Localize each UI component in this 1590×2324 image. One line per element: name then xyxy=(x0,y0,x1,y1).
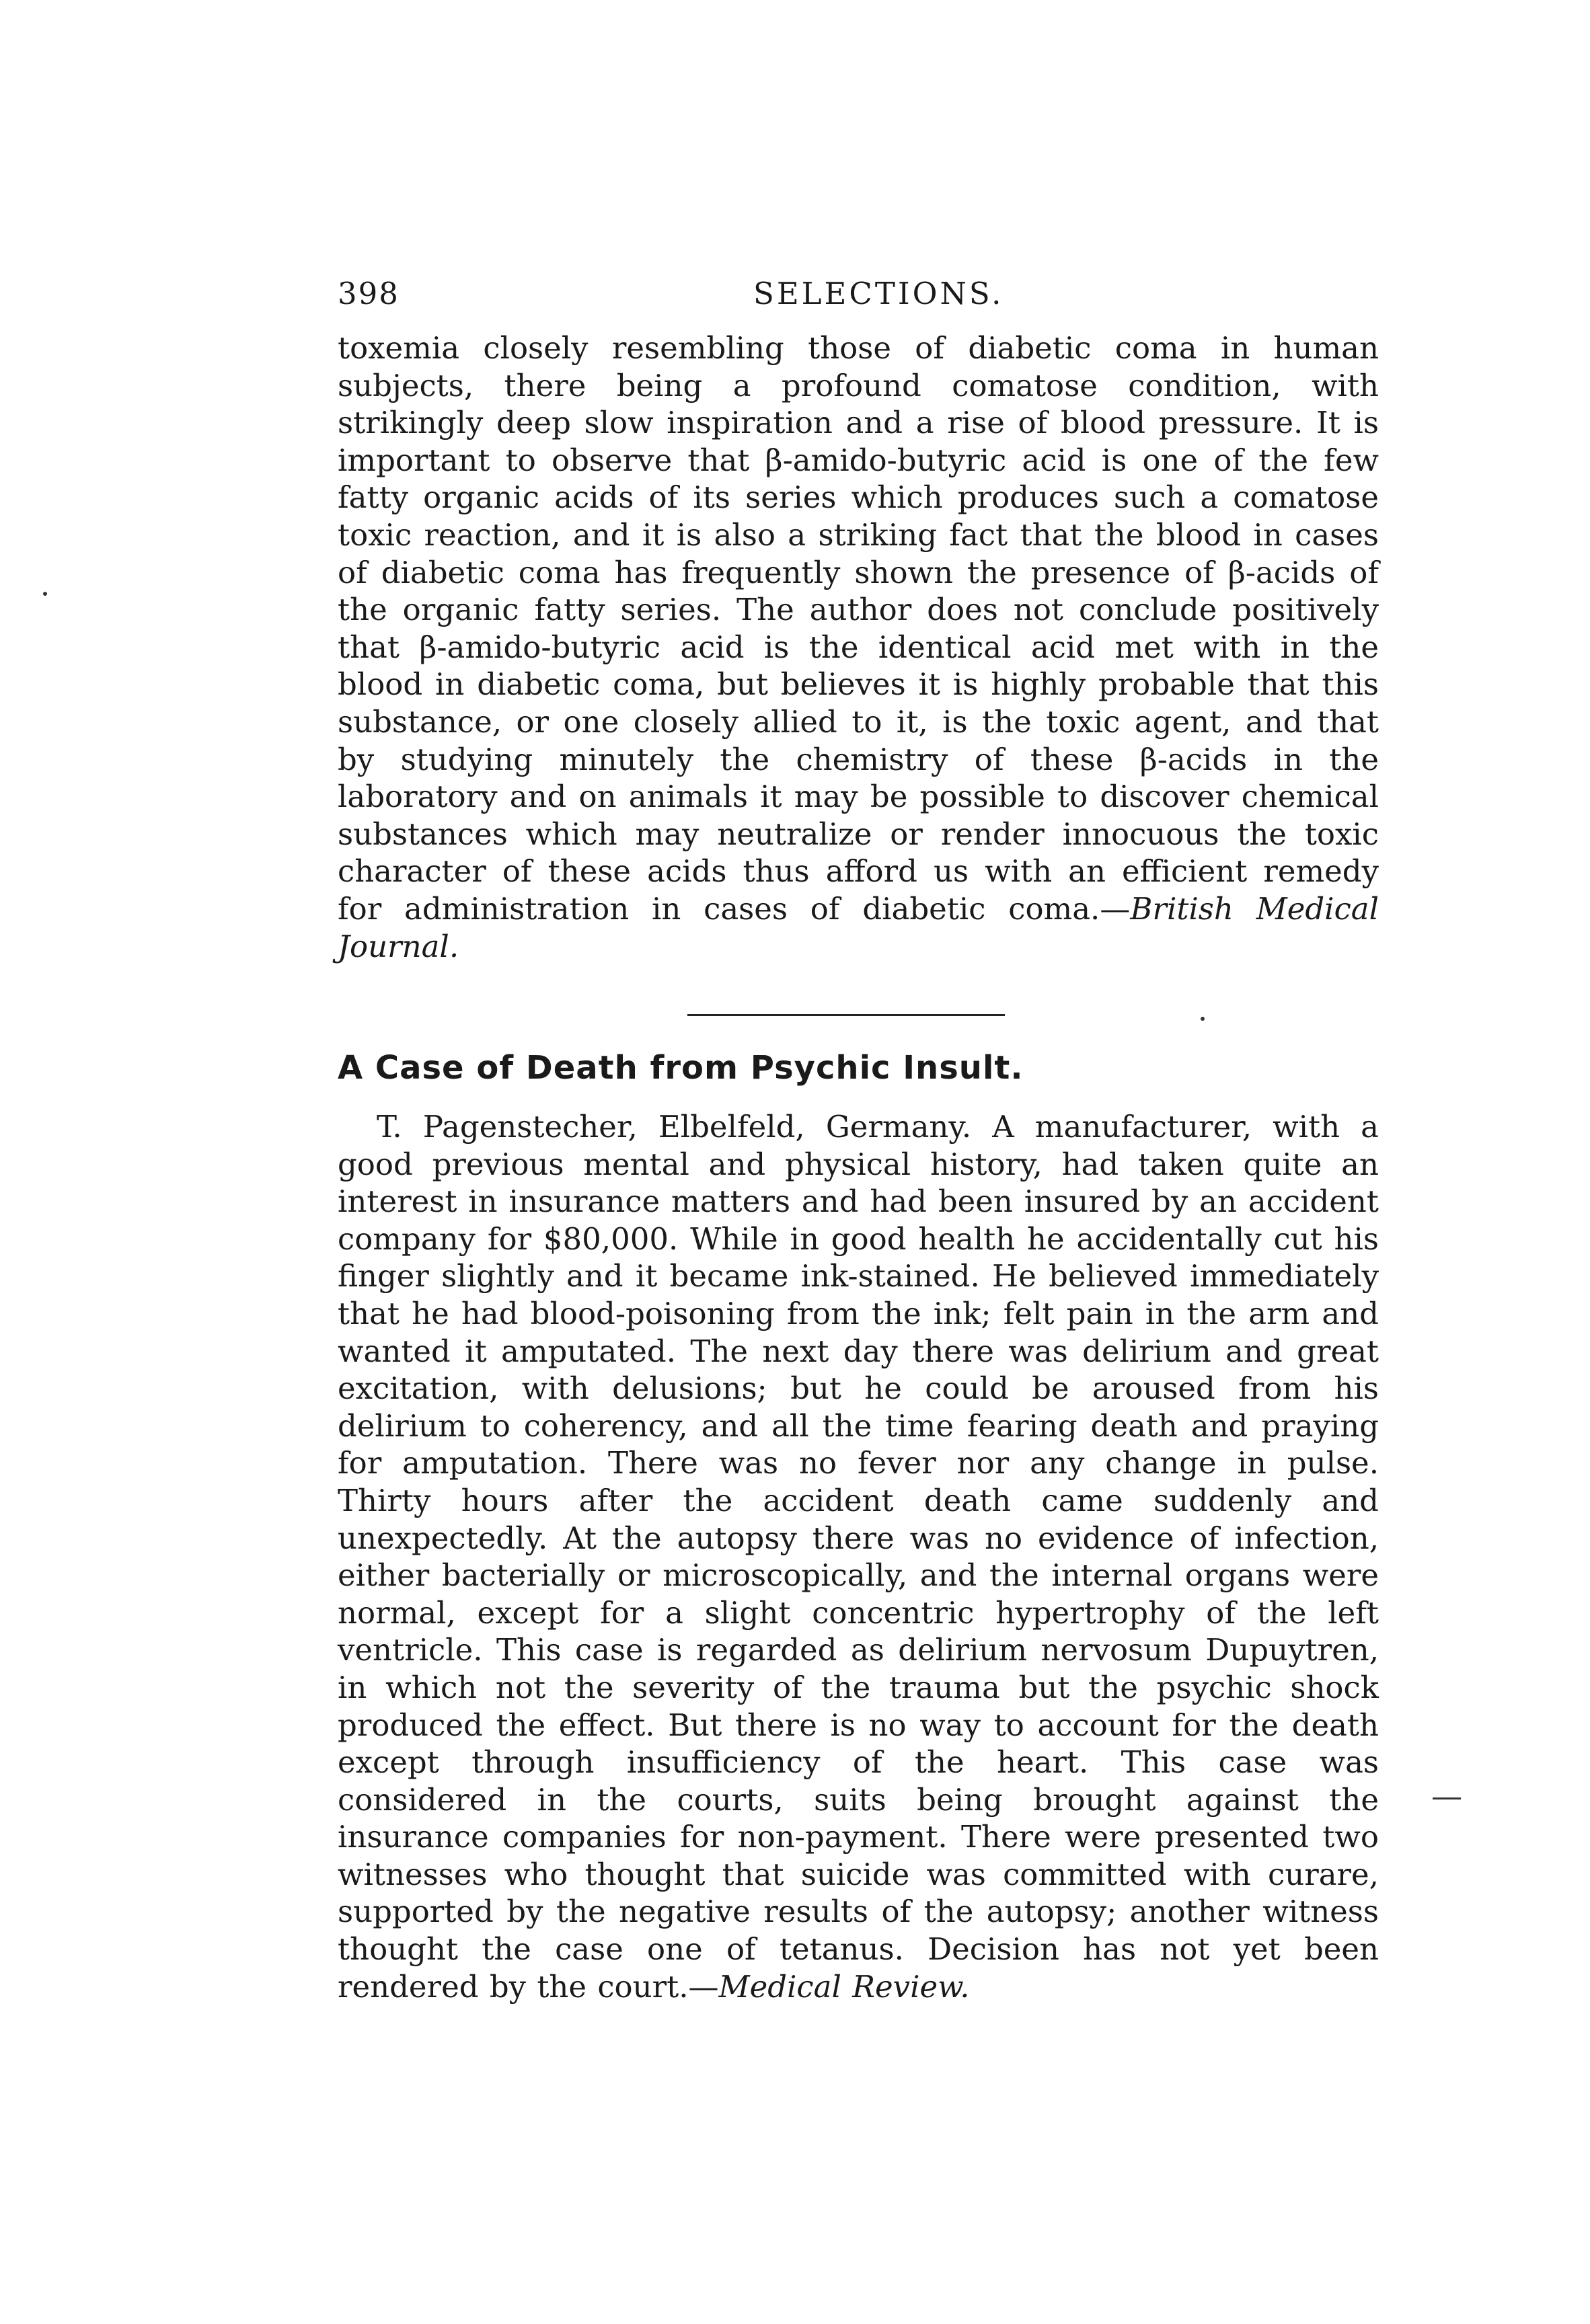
article-paragraph xyxy=(338,1108,1379,2005)
previous-article-body: toxemia closely resembling those of diabetic coma in human subjects, there being a profound comatose condition, with strikingly deep slow inspiration and a rise of blood pressure. It is important to observe that β-amido-butyric acid is one of the few fatty organic acids of its series which produces such a comatose toxic reaction, and it is also a striking fact that the blood in cases of diabetic coma has frequently shown the presence of β-acids of the organic fatty series. The author does not conclude positively that β-amido-butyric acid is the identical acid met with in the blood in diabetic coma, but believes it is highly probable that this substance, or one closely allied to it, is the toxic agent, and that by studying minutely the chemistry of these β-acids in the laboratory and on animals it may be possible to discover chemical substances which may neutralize or render innocuous the toxic character of these acids thus afford us with an efficient remedy for administration in cases of diabetic coma.— xyxy=(338,330,1379,927)
page-number: 398 xyxy=(338,276,400,311)
previous-article-citation: British Medical Journal. xyxy=(338,890,1379,964)
article-title: A Case of Death from Psychic Insult. xyxy=(338,1049,1024,1087)
section-divider xyxy=(687,1014,1005,1016)
margin-dash-mark xyxy=(1433,1797,1461,1799)
divider-speck xyxy=(1201,1017,1205,1021)
margin-speck xyxy=(43,592,47,596)
article-citation: Medical Review. xyxy=(718,1968,970,2005)
article-text xyxy=(338,1108,1379,2005)
previous-article-text xyxy=(338,330,1379,965)
page-header xyxy=(0,276,1590,316)
running-title: SELECTIONS. xyxy=(753,276,1004,311)
previous-article-paragraph xyxy=(338,330,1379,965)
article-body: T. Pagenstecher, Elbelfeld, Germany. A manufacturer, with a good previous mental and physical history, had taken quite an interest in insurance matters and had been insured by an accident company for $80,000. While in good health he accidentally cut his finger slightly and it became ink-stained. He believed immediately that he had blood-poisoning from the ink; felt pain in the arm and wanted it amputated. The next day there was delirium and great excitation, with delusions; but he could be aroused from his delirium to coherency, and all the time fearing death and praying for amputation. There was no fever nor any change in pulse. Thirty hours after the accident death came suddenly and unexpectedly. At the autopsy there was no evidence of infection, either bacterially or microscopically, and the internal organs were normal, except for a slight concentric hypertrophy of the left ventricle. This case is regarded as delirium nervosum Dupuytren, in which not the severity of the trauma but the psychic shock produced the effect. But there is no way to account for the death except through insufficiency of the heart. This case was considered in the courts, suits being brought against the insurance companies for non-payment. There were presented two witnesses who thought that suicide was committed with curare, supported by the negative results of the autopsy; another witness thought the case one of tetanus. Decision has not yet been rendered by the court.— xyxy=(338,1109,1379,2005)
